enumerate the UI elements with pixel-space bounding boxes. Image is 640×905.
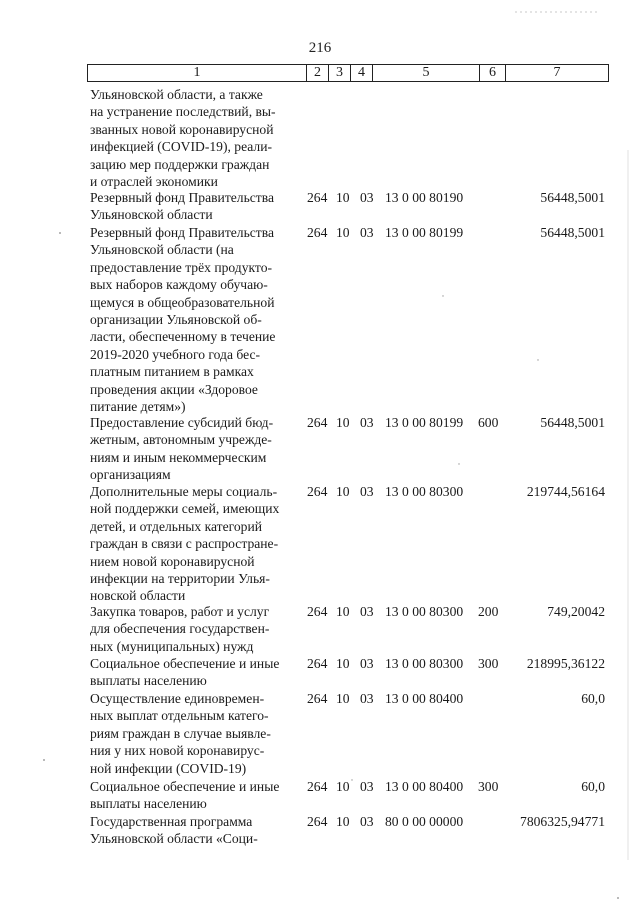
header-col-3: 3 xyxy=(329,65,351,81)
row-target-code: 13 0 00 80300 xyxy=(385,604,464,619)
row-amount: 7806325,94771 xyxy=(520,814,605,829)
row-description: Закупка товаров, работ и услуг для обеспечения государствен- ных (муниципальных) нужд xyxy=(90,604,270,654)
row-ministry-code: 264 xyxy=(307,656,328,671)
row-section-code: 10 xyxy=(336,691,350,706)
row-target-code: 80 0 00 00000 xyxy=(385,814,464,829)
row-target-code: 13 0 00 80199 xyxy=(385,415,464,430)
row-amount: 60,0 xyxy=(581,779,605,794)
row-ministry-code: 264 xyxy=(307,814,328,829)
row-subsection-code: 03 xyxy=(360,691,374,706)
row-expense-type: 600 xyxy=(478,415,499,430)
row-subsection-code: 03 xyxy=(360,484,374,499)
header-col-7: 7 xyxy=(553,65,561,80)
row-expense-type: 300 xyxy=(478,656,499,671)
row-expense-type: 200 xyxy=(478,604,499,619)
row-section-code: 10 xyxy=(336,484,350,499)
row-description: Резервный фонд Правительства Ульяновской области (на предоставление трёх продукто- вых наборов каждому обучаю- щемуся в общеобразовательной организации Ульяновской об- ласти, обеспеченному в течение 2019-2020 учебного года бес- платным питанием в рамках проведения акции «Здоровое питание детям») xyxy=(90,225,276,415)
row-description: Ульяновской области, а также на устранение последствий, вы- званных новой коронавирусной инфекцией (COVID-19), реали- зацию мер поддержки граждан и отраслей экономики xyxy=(90,87,276,190)
header-col-1: 1 xyxy=(88,65,307,81)
row-section-code: 10 xyxy=(336,779,350,794)
row-section-code: 10 xyxy=(336,656,350,671)
row-subsection-code: 03 xyxy=(360,225,374,240)
row-description: Осуществление единовремен- ных выплат отдельным катего- риям граждан в случае выявле- ния у них новой коронавирус- ной инфекции (COVID-19) xyxy=(90,691,271,776)
row-section-code: 10 xyxy=(336,225,350,240)
table-header xyxy=(87,64,609,82)
header-col-4: 4 xyxy=(351,65,373,81)
row-ministry-code: 264 xyxy=(307,225,328,240)
row-amount: 60,0 xyxy=(581,691,605,706)
row-amount: 218995,36122 xyxy=(526,656,605,671)
row-description: Дополнительные меры социаль- ной поддержки семей, имеющих детей, и отдельных категорий граждан в связи с распростране- нием новой коронавирусной инфекции на территории Улья- новской области xyxy=(90,484,280,604)
row-ministry-code: 264 xyxy=(307,190,328,205)
row-section-code: 10 xyxy=(336,415,350,430)
row-description: Государственная программа Ульяновской области «Соци- xyxy=(90,814,258,847)
row-target-code: 13 0 00 80400 xyxy=(385,779,464,794)
row-amount: 219744,56164 xyxy=(526,484,605,499)
row-target-code: 13 0 00 80300 xyxy=(385,484,464,499)
row-section-code: 10 xyxy=(336,190,350,205)
row-description: Социальное обеспечение и иные выплаты населению xyxy=(90,779,280,812)
row-subsection-code: 03 xyxy=(360,656,374,671)
row-target-code: 13 0 00 80400 xyxy=(385,691,464,706)
row-target-code: 13 0 00 80190 xyxy=(385,190,464,205)
header-col-5: 5 xyxy=(373,65,480,81)
row-amount: 56448,5001 xyxy=(540,415,605,430)
row-target-code: 13 0 00 80300 xyxy=(385,656,464,671)
row-ministry-code: 264 xyxy=(307,604,328,619)
row-target-code: 13 0 00 80199 xyxy=(385,225,464,240)
row-expense-type: 300 xyxy=(478,779,499,794)
row-amount: 56448,5001 xyxy=(540,225,605,240)
row-subsection-code: 03 xyxy=(360,779,374,794)
row-description: Резервный фонд Правительства Ульяновской области xyxy=(90,190,275,223)
row-description: Социальное обеспечение и иные выплаты населению xyxy=(90,656,280,689)
row-ministry-code: 264 xyxy=(307,415,328,430)
row-ministry-code: 264 xyxy=(307,691,328,706)
row-section-code: 10 xyxy=(336,814,350,829)
row-subsection-code: 03 xyxy=(360,190,374,205)
row-subsection-code: 03 xyxy=(360,415,374,430)
row-ministry-code: 264 xyxy=(307,779,328,794)
row-subsection-code: 03 xyxy=(360,814,374,829)
page-number: 216 xyxy=(308,40,332,56)
row-subsection-code: 03 xyxy=(360,604,374,619)
row-section-code: 10 xyxy=(336,604,350,619)
row-amount: 56448,5001 xyxy=(540,190,605,205)
row-ministry-code: 264 xyxy=(307,484,328,499)
header-col-6: 6 xyxy=(480,65,506,81)
row-amount: 749,20042 xyxy=(547,604,605,619)
row-description: Предоставление субсидий бюд- жетным, автономным учрежде- ниям и иным некоммерческим организациям xyxy=(90,415,274,483)
header-col-2: 2 xyxy=(307,65,329,81)
